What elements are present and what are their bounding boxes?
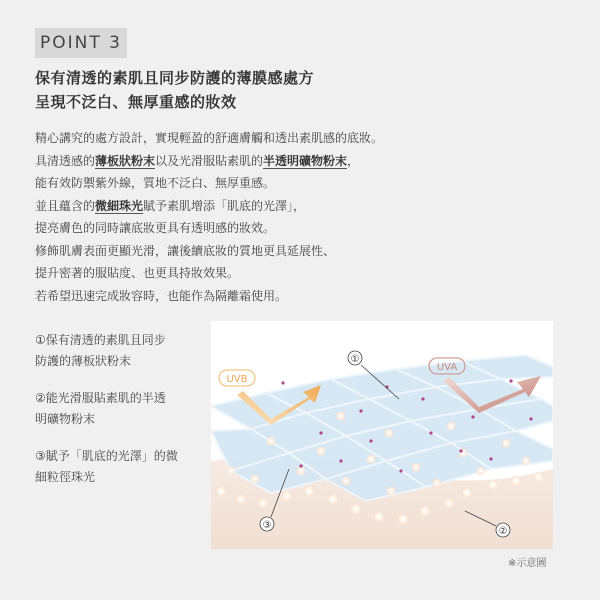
body-line: 並且蘊含的微細珠光賦予素肌增添「肌底的光澤」，	[35, 198, 306, 213]
uvb-text: UVB	[226, 374, 248, 385]
section-heading	[35, 66, 575, 114]
callout-1: ①	[350, 354, 360, 365]
skin-layer-diagram	[211, 321, 553, 549]
body-line: 具清透感的薄板狀粉末以及光滑服貼素肌的半透明礦物粉末，	[35, 153, 360, 168]
illustration-panel	[211, 321, 553, 549]
highlight-plate-powder: 薄板狀粉末	[95, 153, 156, 168]
body-line: 修飾肌膚表面更顯光滑，讓後續底妝的質地更具延展性、	[35, 243, 336, 258]
body-line: 提亮膚色的同時讓底妝更具有透明感的妝效。	[35, 221, 276, 235]
heading-line-2: 呈現不泛白、無厚重感的妝效	[35, 93, 237, 111]
point-item-2: ②能光滑服貼素肌的半透 明礦物粉末	[35, 391, 166, 426]
illustration-note: ※示意圖	[508, 558, 547, 569]
body-line: 精心講究的處方設計，實現輕盈的舒適膚觸和透出素肌感的底妝。	[35, 131, 384, 145]
callout-2: ②	[498, 526, 508, 537]
uva-text: UVA	[436, 362, 458, 373]
body-line: 提升密著的服貼度、也更具持妝效果。	[35, 266, 240, 280]
heading-line-1: 保有清透的素肌且同步防護的薄膜感處方	[35, 69, 315, 87]
points-list	[35, 330, 205, 504]
highlight-mineral-powder: 半透明礦物粉末	[263, 153, 348, 168]
point-badge: POINT 3	[35, 28, 127, 58]
point-item-3: ③賦予「肌底的光澤」的微 細粒徑珠光	[35, 449, 178, 484]
description-text	[35, 127, 580, 307]
callout-3: ③	[262, 520, 272, 531]
body-line: 能有效防禦紫外線，質地不泛白、無厚重感。	[35, 176, 276, 190]
point-item-1: ①保有清透的素肌且同步 防護的薄板狀粉末	[35, 333, 166, 368]
body-line: 若希望迅速完成妝容時，也能作為隔離霜使用。	[35, 288, 288, 303]
highlight-fine-pearl: 微細珠光	[95, 198, 144, 213]
